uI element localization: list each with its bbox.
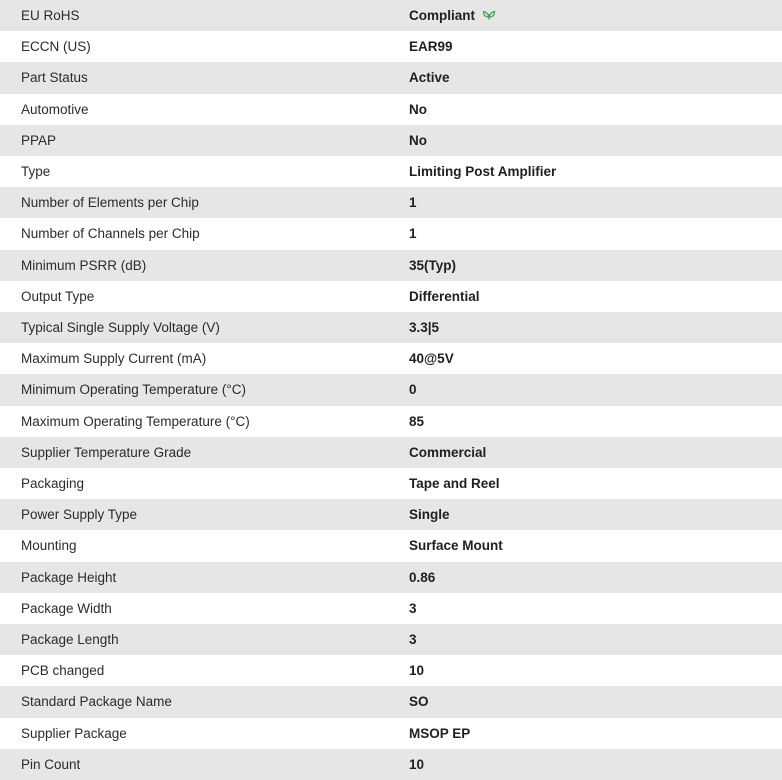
spec-label: Standard Package Name — [21, 694, 172, 710]
spec-row-output-type — [0, 281, 782, 312]
spec-label: Package Length — [21, 632, 119, 648]
spec-label: Supplier Temperature Grade — [21, 444, 192, 460]
spec-value: Single — [409, 507, 450, 523]
spec-value: Limiting Post Amplifier — [409, 164, 557, 180]
spec-value: 35(Typ) — [409, 257, 457, 273]
spec-value: Surface Mount — [409, 538, 503, 554]
spec-row-eccn — [0, 31, 782, 62]
spec-value: Differential — [409, 288, 480, 304]
spec-row-min-temp — [0, 374, 782, 405]
spec-label: ECCN (US) — [21, 39, 91, 55]
spec-value-cell — [409, 0, 782, 31]
spec-row-supplier-package — [0, 718, 782, 749]
spec-value: 3.3|5 — [409, 320, 440, 336]
spec-value: SO — [409, 694, 429, 710]
spec-label: PPAP — [21, 132, 57, 148]
spec-label: Pin Count — [21, 756, 81, 772]
spec-value: 40@5V — [409, 351, 454, 367]
spec-value: 10 — [409, 756, 425, 772]
spec-row-type — [0, 156, 782, 187]
spec-row-supply-current — [0, 343, 782, 374]
spec-row-eu-rohs — [0, 0, 782, 31]
spec-row-min-psrr — [0, 250, 782, 281]
spec-value: 0 — [409, 382, 417, 398]
spec-row-channels-per-chip — [0, 218, 782, 249]
spec-row-power-supply-type — [0, 499, 782, 530]
spec-value: No — [409, 132, 427, 148]
spec-label: EU RoHS — [21, 8, 80, 23]
spec-value: Commercial — [409, 444, 487, 460]
spec-row-pin-count — [0, 749, 782, 780]
spec-value: 0.86 — [409, 569, 436, 585]
spec-value: Tape and Reel — [409, 476, 500, 492]
spec-label: Part Status — [21, 70, 88, 86]
spec-label: Package Height — [21, 569, 117, 585]
spec-label: Packaging — [21, 476, 85, 492]
spec-row-mounting — [0, 530, 782, 561]
spec-row-standard-package-name — [0, 686, 782, 717]
spec-value: EAR99 — [409, 39, 453, 55]
spec-value: No — [409, 101, 427, 117]
spec-label: Number of Elements per Chip — [21, 195, 199, 211]
spec-row-ppap — [0, 125, 782, 156]
spec-row-package-height — [0, 562, 782, 593]
spec-row-packaging — [0, 468, 782, 499]
spec-value: Compliant — [409, 8, 475, 23]
spec-row-pcb-changed — [0, 655, 782, 686]
spec-label: Output Type — [21, 288, 95, 304]
spec-row-package-width — [0, 593, 782, 624]
spec-row-supply-voltage — [0, 312, 782, 343]
spec-label: Package Width — [21, 600, 112, 616]
spec-value: 1 — [409, 226, 417, 242]
spec-label: Maximum Operating Temperature (°C) — [21, 413, 250, 429]
spec-label: Maximum Supply Current (mA) — [21, 351, 207, 367]
spec-label: Number of Channels per Chip — [21, 226, 200, 242]
spec-value: 1 — [409, 195, 417, 211]
spec-label: Automotive — [21, 101, 89, 117]
spec-value: 10 — [409, 663, 425, 679]
spec-label: Type — [21, 164, 51, 180]
spec-row-part-status — [0, 62, 782, 93]
spec-row-elements-per-chip — [0, 187, 782, 218]
leaf-icon — [482, 0, 496, 31]
spec-value: 3 — [409, 600, 417, 616]
spec-label: Mounting — [21, 538, 77, 554]
spec-label: PCB changed — [21, 663, 105, 679]
spec-label: Power Supply Type — [21, 507, 138, 523]
spec-row-temp-grade — [0, 437, 782, 468]
spec-value: Active — [409, 70, 450, 86]
spec-row-max-temp — [0, 406, 782, 437]
spec-label: Supplier Package — [21, 725, 127, 741]
spec-label: Minimum Operating Temperature (°C) — [21, 382, 246, 398]
spec-row-automotive — [0, 94, 782, 125]
spec-value: MSOP EP — [409, 725, 471, 741]
spec-value: 3 — [409, 632, 417, 648]
spec-value: 85 — [409, 413, 425, 429]
spec-label: Typical Single Supply Voltage (V) — [21, 320, 220, 336]
spec-label: Minimum PSRR (dB) — [21, 257, 147, 273]
spec-row-package-length — [0, 624, 782, 655]
